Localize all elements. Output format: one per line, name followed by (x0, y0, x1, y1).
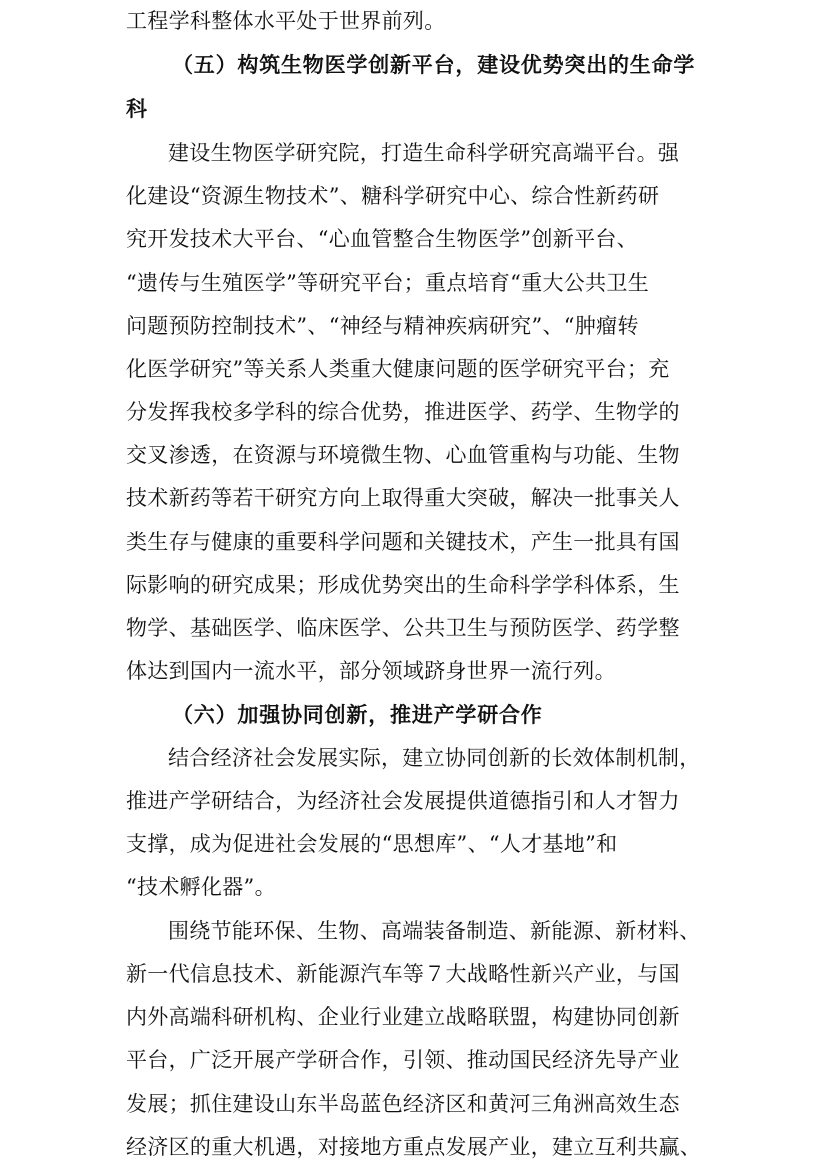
paragraph-line: 类生存与健康的重要科学问题和关键技术，产生一批具有国 (126, 530, 680, 554)
paragraph-line: 体达到国内一流水平，部分领域跻身世界一流行列。 (126, 659, 616, 683)
paragraph-line: 发展；抓住建设山东半岛蓝色经济区和黄河三角洲高效生态 (126, 1092, 680, 1116)
paragraph-line: 化建设“资源生物技术”、糖科学研究中心、综合性新药研 (126, 184, 660, 208)
paragraph-line: 分发挥我校多学科的综合优势，推进医学、药学、生物学的 (126, 400, 680, 424)
section-heading: （五）构筑生物医学创新平台，建设优势突出的生命学 (172, 53, 696, 77)
paragraph-line: 推进产学研结合，为经济社会发展提供道德指引和人才智力 (126, 789, 680, 813)
paragraph-line: 建设生物医学研究院，打造生命科学研究高端平台。强 (168, 141, 680, 165)
paragraph-line: 内外高端科研机构、企业行业建立战略联盟，构建协同创新 (126, 1005, 680, 1029)
paragraph-line: 化医学研究”等关系人类重大健康问题的医学研究平台；充 (126, 357, 670, 381)
paragraph-line: 际影响的研究成果；形成优势突出的生命科学学科体系，生 (126, 573, 680, 597)
paragraph-line: 支撑，成为促进社会发展的“思想库”、“人才基地”和 (126, 832, 618, 856)
paragraph-line: 平台，广泛开展产学研合作，引领、推动国民经济先导产业 (126, 1048, 680, 1072)
paragraph-line: 问题预防控制技术”、“神经与精神疾病研究”、“肿瘤转 (126, 314, 639, 338)
paragraph-line: 究开发技术大平台、“心血管整合生物医学”创新平台、 (126, 227, 638, 251)
paragraph-line: 交叉渗透，在资源与环境微生物、心血管重构与功能、生物 (126, 443, 680, 467)
section-heading-continued: 科 (126, 97, 148, 121)
paragraph-line: “技术孵化器”。 (126, 875, 276, 899)
paragraph-line: 经济区的重大机遇，对接地方重点发展产业，建立互利共赢、 (126, 1135, 702, 1159)
section-heading: （六）加强协同创新，推进产学研合作 (172, 703, 543, 727)
text-line: 工程学科整体水平处于世界前列。 (126, 9, 446, 33)
paragraph-line: “遗传与生殖医学”等研究平台；重点培育“重大公共卫生 (126, 271, 650, 295)
paragraph-line: 结合经济社会发展实际，建立协同创新的长效体制机制， (168, 746, 701, 770)
paragraph-line: 物学、基础医学、临床医学、公共卫生与预防医学、药学整 (126, 616, 680, 640)
paragraph-line: 围绕节能环保、生物、高端装备制造、新能源、新材料、 (168, 919, 701, 943)
paragraph-line: 新一代信息技术、新能源汽车等７大战略性新兴产业，与国 (126, 962, 680, 986)
paragraph-line: 技术新药等若干研究方向上取得重大突破，解决一批事关人 (126, 486, 680, 510)
